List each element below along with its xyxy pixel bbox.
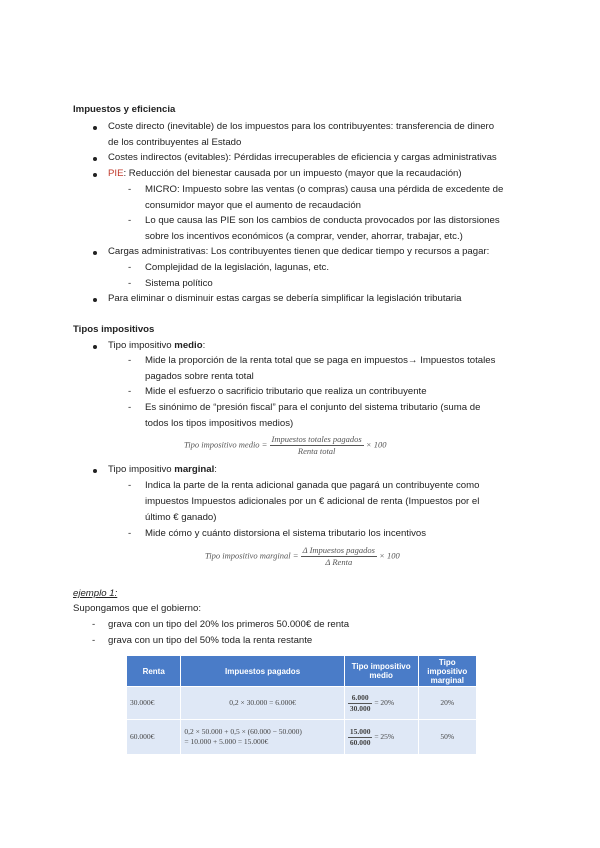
sub-bullet-text: MICRO: Impuesto sobre las ventas (o compras) causa una pérdida de excedente de xyxy=(145,184,504,195)
cell-line: = 10.000 + 5.000 = 15.000€ xyxy=(184,737,269,746)
dash-icon: - xyxy=(128,262,132,273)
sub-bullet-text: Lo que causa las PIE son los cambios de conducta provocados por las distorsiones xyxy=(145,215,500,226)
bullet-icon xyxy=(93,345,97,349)
table-cell-marginal: 20% xyxy=(418,687,476,720)
cell-numerator: 6.000 xyxy=(348,693,373,704)
table-cell-impuestos xyxy=(181,720,344,755)
text-part: Tipo impositivo xyxy=(108,340,175,351)
formula-fraction xyxy=(301,545,377,568)
table-header-cell: Tipo impositivo marginal xyxy=(418,656,476,687)
cell-denominator: 30.000 xyxy=(349,703,371,713)
cell-line: 0,2 × 50.000 + 0,5 × (60.000 − 50.000) xyxy=(184,727,302,736)
text-part: Tipo impositivo xyxy=(108,464,175,475)
table-header-cell: Tipo impositivo medio xyxy=(344,656,418,687)
formula-denominator: Δ Renta xyxy=(325,557,353,567)
example-intro: Supongamos que el gobierno: xyxy=(73,603,202,614)
cell-denominator: 60.000 xyxy=(349,737,371,747)
bullet-icon xyxy=(93,157,97,161)
bullet-text: Para eliminar o disminuir estas cargas se debería simplificar la legislación tributaria xyxy=(108,293,462,304)
sub-bullet-text: sobre los incentivos económicos (a comprar, vender, ahorrar, trabajar, etc.) xyxy=(145,231,463,242)
bullet-icon xyxy=(93,298,97,302)
dash-icon: - xyxy=(128,184,132,195)
formula-lhs: Tipo impositivo marginal = xyxy=(205,550,299,561)
table-row xyxy=(127,720,477,755)
cell-fraction xyxy=(348,693,373,714)
text-part: : xyxy=(202,340,206,351)
bullet-icon xyxy=(93,173,97,177)
bullet-icon xyxy=(93,251,97,255)
bullet-text: Cargas administrativas: Los contribuyentes tienen que dedicar tiempo y recursos a pagar: xyxy=(108,246,490,257)
bullet-text xyxy=(108,166,462,182)
sub-bullet-text: todos los tipos impositivos medios) xyxy=(145,418,294,429)
formula-lhs: Tipo impositivo medio = xyxy=(184,439,268,450)
table-cell-medio xyxy=(344,687,418,720)
example-item: grava con un tipo del 50% toda la renta restante xyxy=(108,635,313,646)
example-table xyxy=(126,655,477,755)
table-header-cell: Impuestos pagados xyxy=(181,656,344,687)
example-title: ejemplo 1: xyxy=(73,588,118,599)
cell-fraction xyxy=(348,727,373,748)
bullet-icon xyxy=(93,469,97,473)
example-item: grava con un tipo del 20% los primeros 50.000€ de renta xyxy=(108,619,350,630)
dash-icon: - xyxy=(92,635,96,646)
bullet-text xyxy=(108,462,217,478)
formula-tipo-medio xyxy=(184,434,387,457)
bullet-text: de los contribuyentes al Estado xyxy=(108,137,242,148)
table-header-cell: Renta xyxy=(127,656,181,687)
sub-bullet-text: Complejidad de la legislación, lagunas, etc. xyxy=(145,262,329,273)
bullet-text: Coste directo (inevitable) de los impuestos para los contribuyentes: transferencia de dinero xyxy=(108,121,495,132)
bullet-text: Costes indirectos (evitables): Pérdidas irrecuperables de eficiencia y cargas administrativas xyxy=(108,152,497,163)
table-row xyxy=(127,687,477,720)
bullet-icon xyxy=(93,126,97,130)
bullet-text xyxy=(108,338,205,354)
sub-bullet-text: Mide la proporción de la renta total que se paga en impuestos→ Impuestos totales xyxy=(145,355,496,366)
formula-denominator: Renta total xyxy=(297,446,336,456)
pie-highlight: PIE xyxy=(108,168,124,179)
text-part: : xyxy=(214,464,217,475)
dash-icon: - xyxy=(128,215,132,226)
table-cell-renta: 30.000€ xyxy=(127,687,181,720)
formula-fraction xyxy=(270,434,364,457)
dash-icon: - xyxy=(128,355,132,366)
bullet-text-rest: : Reducción del bienestar causada por un impuesto (mayor que la recaudación) xyxy=(123,168,462,179)
table-cell-marginal: 50% xyxy=(418,720,476,755)
formula-tipo-marginal xyxy=(205,545,400,568)
formula-rhs: × 100 xyxy=(365,439,387,450)
sub-bullet-text: pagados sobre renta total xyxy=(145,371,254,382)
sub-bullet-text: último € ganado) xyxy=(145,512,217,523)
sub-bullet-text: Mide cómo y cuánto distorsiona el sistema tributario los incentivos xyxy=(145,528,427,539)
bold-term-medio: medio xyxy=(174,340,203,351)
bold-term-marginal: marginal xyxy=(174,464,215,475)
sub-bullet-text: consumidor mayor que el aumento de recaudación xyxy=(145,200,361,211)
sub-bullet-text: Es sinónimo de “presión fiscal” para el conjunto del sistema tributario (suma de xyxy=(145,402,481,413)
dash-icon: - xyxy=(128,528,132,539)
formula-rhs: × 100 xyxy=(379,550,400,561)
formula-numerator: Δ Impuestos pagados xyxy=(302,545,375,555)
table-cell-renta: 60.000€ xyxy=(127,720,181,755)
sub-bullet-text: Mide el esfuerzo o sacrificio tributario que realiza un contribuyente xyxy=(145,386,427,397)
cell-result: = 20% xyxy=(374,697,395,707)
table-cell-medio xyxy=(344,720,418,755)
table-header-row xyxy=(127,656,477,687)
dash-icon: - xyxy=(128,386,132,397)
cell-numerator: 15.000 xyxy=(349,726,371,736)
sub-bullet-text: Sistema político xyxy=(145,278,213,289)
dash-icon: - xyxy=(92,619,96,630)
dash-icon: - xyxy=(128,402,132,413)
section-title-impuestos-eficiencia: Impuestos y eficiencia xyxy=(73,104,176,115)
sub-bullet-text: impuestos Impuestos adicionales por un € adicional de renta (Impuestos por el xyxy=(145,496,480,507)
dash-icon: - xyxy=(128,278,132,289)
dash-icon: - xyxy=(128,480,132,491)
formula-numerator: Impuestos totales pagados xyxy=(271,434,362,444)
sub-bullet-text: Indica la parte de la renta adicional ganada que pagará un contribuyente como xyxy=(145,480,480,491)
cell-result: = 25% xyxy=(374,731,395,741)
section-title-tipos-impositivos: Tipos impositivos xyxy=(73,324,155,335)
table-cell-impuestos: 0,2 × 30.000 = 6.000€ xyxy=(181,687,344,720)
